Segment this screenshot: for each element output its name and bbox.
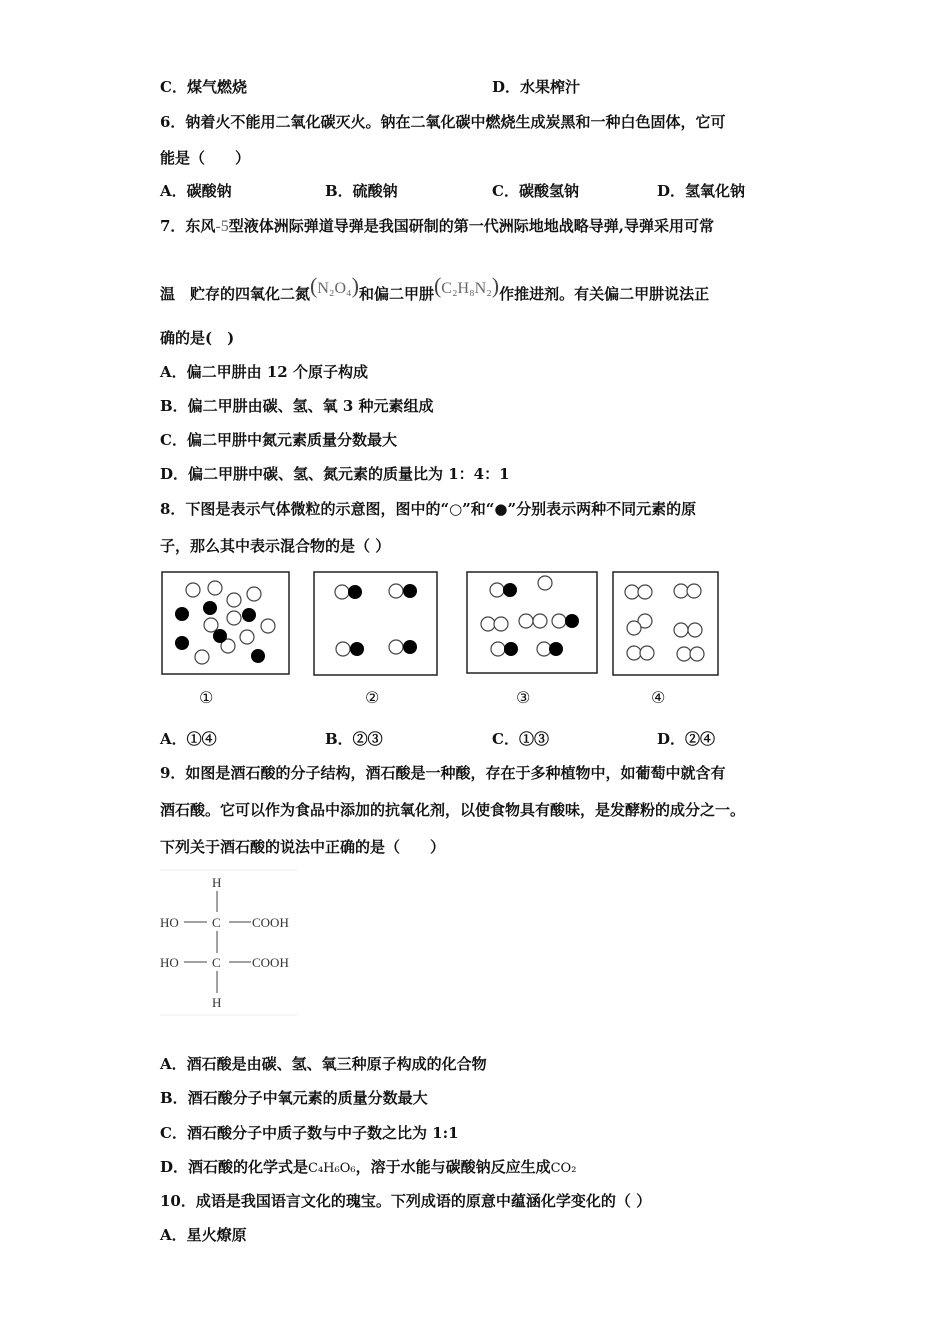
atom-c: C [212,955,221,970]
q6-option-b: B．硫酸钠 [325,182,398,200]
figure-label-2: ② [365,688,380,707]
q5-option-c: C．煤气燃烧 [160,78,247,96]
q9-stem-line1: 9．如图是酒石酸的分子结构，酒石酸是一种酸，存在于多种植物中，如葡萄中就含有 [160,764,726,782]
q7-text: 和偏二甲肼 [358,285,434,303]
group-cooh: COOH [252,955,289,970]
q9-text: ，溶于水能与碳酸钠反应生成 [355,1158,551,1176]
q10-stem: 10．成语是我国语言文化的瑰宝。下列成语的原意中蕴涵化学变化的（ ） [160,1192,652,1210]
q7-option-b: B．偏二甲肼由碳、氢、氧 3 种元素组成 [160,397,434,415]
group-ho: HO [160,955,179,970]
formula-c2h8n2: (C₂H₈N₂) [433,273,500,298]
q9-option-b: B．酒石酸分子中氧元素的质量分数最大 [160,1089,428,1107]
q8-option-d: D．②④ [657,730,716,748]
box-2 [314,572,437,675]
q6-option-a: A．碳酸钠 [160,182,232,200]
open-atoms [186,576,704,664]
q6-stem-line2: 能是（ ） [160,149,251,167]
group-cooh: COOH [252,915,289,930]
figure-label-4: ④ [651,688,666,707]
q9-option-d [160,1157,576,1179]
group-ho: HO [160,915,179,930]
atom-c: C [212,915,221,930]
q7-option-a: A．偏二甲肼由 12 个原子构成 [160,363,368,381]
tartaric-acid-structure [160,870,297,1015]
figure-label-1: ① [199,688,214,707]
figure-label-3: ③ [516,688,531,707]
q8-stem-line1: 8．下图是表示气体微粒的示意图，图中的“○”和“●”分别表示两种不同元素的原 [160,500,697,518]
formula-n2o4: (N₂O₄) [310,273,359,298]
q7-text: 型液体洲际弹道导弹是我国研制的第一代洲际地地战略导弹,导弹采用可常 [228,217,714,235]
q7-text: 温 贮存的四氧化二氮 [160,285,311,303]
q6-option-c: C．碳酸氢钠 [492,182,579,200]
q7-text: 作推进剂。有关偏二甲肼说法正 [499,285,710,303]
formula-c4h6o6: C₄H₆O₆ [308,1161,356,1176]
q7-model-number: -5 [215,218,229,235]
q8-option-c: C．①③ [492,730,549,748]
q9-stem-line3: 下列关于酒石酸的说法中正确的是（ ） [160,838,446,856]
q7-option-c: C．偏二甲肼中氮元素质量分数最大 [160,431,397,449]
q7-text: 7．东风 [160,217,216,235]
q8-option-a: A．①④ [160,730,217,748]
q9-stem-line2: 酒石酸。它可以作为食品中添加的抗氧化剂，以使食物具有酸味，是发酵粉的成分之一。 [160,801,746,819]
formula-co2: CO₂ [550,1161,577,1176]
atom-h: H [212,995,222,1010]
q9-option-a: A．酒石酸是由碳、氢、氧三种原子构成的化合物 [160,1055,487,1073]
q7-option-d: D．偏二甲肼中碳、氢、氮元素的质量比为 1：4：1 [160,465,510,483]
q6-stem-line1: 6．钠着火不能用二氧化碳灭火。钠在二氧化碳中燃烧生成炭黑和一种白色固体，它可 [160,113,726,131]
q7-stem-line3: 确的是( ) [160,329,235,347]
q10-option-a: A．星火燎原 [160,1226,247,1244]
q9-option-c: C．酒石酸分子中质子数与中子数之比为 1:1 [160,1124,459,1142]
q6-option-d: D．氢氧化钠 [657,182,746,200]
atom-h: H [212,875,222,890]
q5-option-d: D．水果榨汁 [492,78,581,96]
formula-text: N₂O₄ [317,280,352,297]
q8-stem-line2: 子，那么其中表示混合物的是（ ） [160,537,391,555]
q8-option-b: B．②③ [325,730,383,748]
formula-text: C₂H₈N₂ [441,280,492,297]
q9-text: D．酒石酸的化学式是 [160,1158,309,1176]
